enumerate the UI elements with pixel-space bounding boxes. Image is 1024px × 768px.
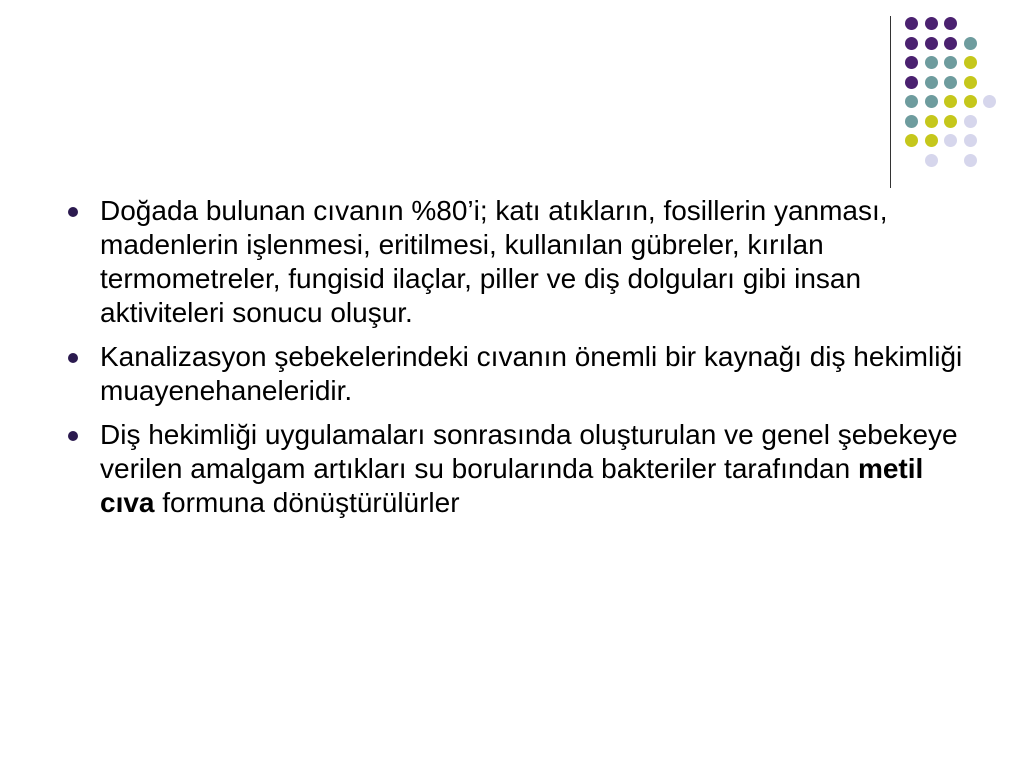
decorative-dot xyxy=(964,154,977,167)
decorative-dot xyxy=(925,76,938,89)
decorative-dot xyxy=(964,95,977,108)
bullet-list xyxy=(60,194,980,520)
decorative-dot xyxy=(905,134,918,147)
decorative-dot xyxy=(925,154,938,167)
decorative-dot xyxy=(983,95,996,108)
bullet-dot-icon xyxy=(68,207,78,217)
decorative-dot xyxy=(905,115,918,128)
bullet-text: Doğada bulunan cıvanın %80’i; katı atıkların, fosillerin yanması, madenlerin işlenmesi, eritilmesi, kullanılan gübreler, kırılan termometreler, fungisid ilaçlar, piller ve diş dolguları gibi insan aktiviteleri sonucu oluşur. xyxy=(100,195,888,328)
decorative-dot xyxy=(944,134,957,147)
decorative-dot xyxy=(925,17,938,30)
bullet-text-before: Diş hekimliği uygulamaları sonrasında oluşturulan ve genel şebekeye verilen amalgam artıkları su borularında bakteriler tarafından xyxy=(100,419,958,484)
bullet-text: Kanalizasyon şebekelerindeki cıvanın önemli bir kaynağı diş hekimliği muayenehaneleridir. xyxy=(100,341,963,406)
decorative-dot xyxy=(925,56,938,69)
decorative-dot xyxy=(964,76,977,89)
decorative-dot xyxy=(944,115,957,128)
decorative-dot xyxy=(944,76,957,89)
decorative-dot xyxy=(944,56,957,69)
decorative-dot xyxy=(925,37,938,50)
decorative-dot xyxy=(964,37,977,50)
decorative-dot xyxy=(925,115,938,128)
decorative-dot xyxy=(964,56,977,69)
bullet-dot-icon xyxy=(68,431,78,441)
decorative-dot xyxy=(964,134,977,147)
bullet-text-bold: metil cıva xyxy=(100,453,924,518)
bullet-item-3 xyxy=(60,418,980,520)
bullet-item-2 xyxy=(60,340,980,408)
decorative-dot xyxy=(905,17,918,30)
slide-content xyxy=(60,194,980,530)
bullet-text-after: formuna dönüştürülürler xyxy=(162,487,460,518)
decorative-dot xyxy=(905,56,918,69)
decorative-dot-grid xyxy=(0,0,1024,200)
decorative-dot xyxy=(925,95,938,108)
decorative-dot xyxy=(905,37,918,50)
bullet-dot-icon xyxy=(68,353,78,363)
decorative-dot xyxy=(944,37,957,50)
decorative-dot xyxy=(905,95,918,108)
decorative-dot xyxy=(925,134,938,147)
decorative-dot xyxy=(905,76,918,89)
decorative-dot xyxy=(944,95,957,108)
bullet-item-1 xyxy=(60,194,980,330)
decorative-dot xyxy=(964,115,977,128)
decorative-dot xyxy=(944,17,957,30)
